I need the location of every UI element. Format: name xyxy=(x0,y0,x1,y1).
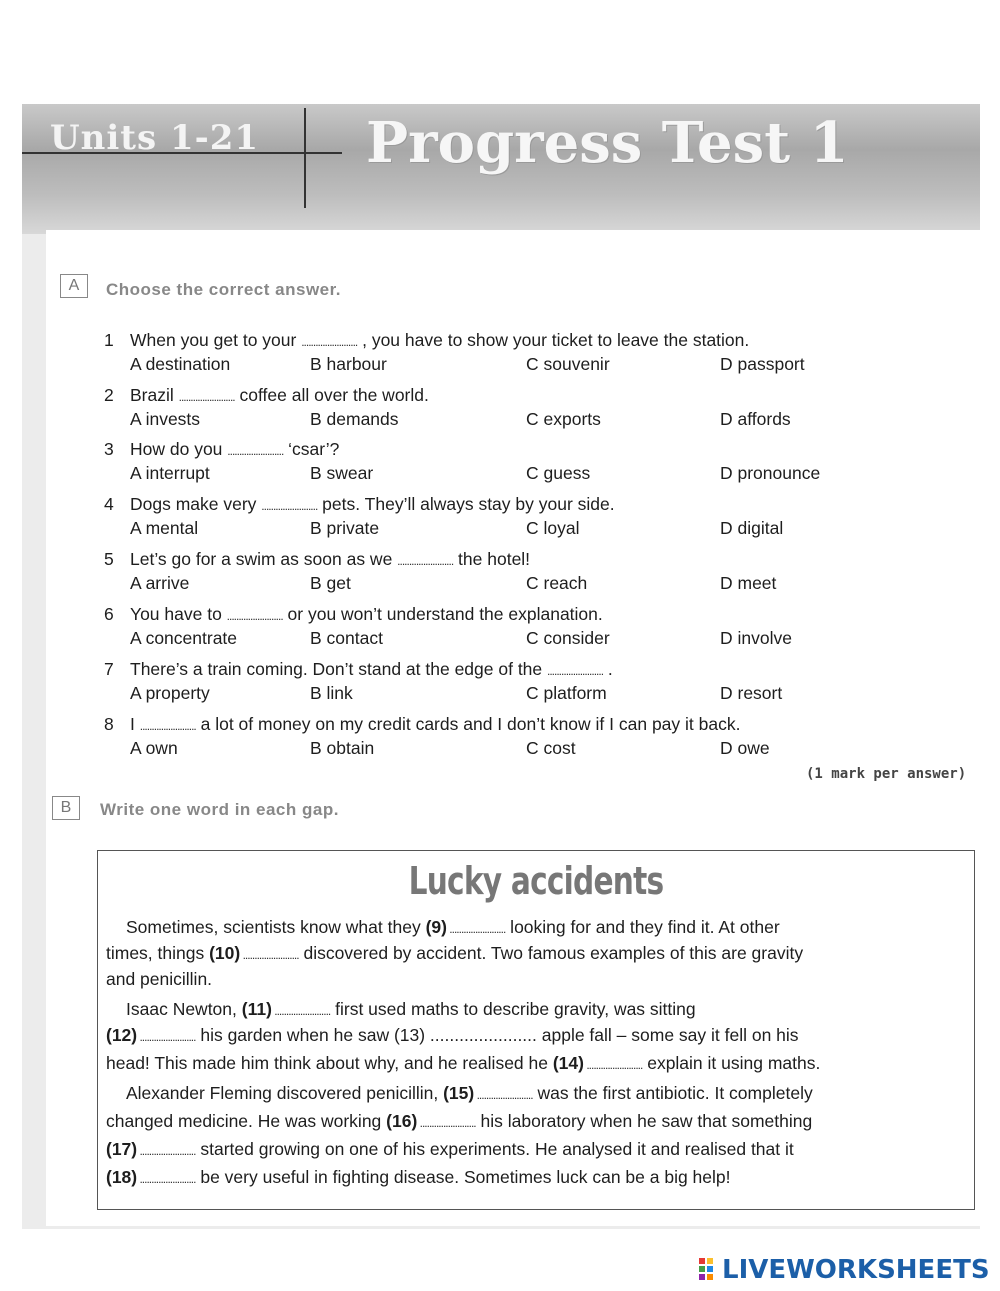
answer-option[interactable]: C loyal xyxy=(526,518,580,538)
gap-number: (17) xyxy=(106,1139,138,1159)
gap-number: (18) xyxy=(106,1167,138,1187)
reading-text-box xyxy=(97,850,975,1210)
answer-option[interactable]: C reach xyxy=(526,573,588,593)
answer-option[interactable]: A property xyxy=(130,683,210,703)
answer-option[interactable]: D pronounce xyxy=(720,463,821,483)
answer-option[interactable]: D affords xyxy=(720,409,791,429)
reading-text: looking for and they find it. At other xyxy=(505,917,780,937)
answer-gap[interactable]: ........................ xyxy=(139,719,196,733)
answer-option[interactable]: C exports xyxy=(526,409,601,429)
gap-number: (15) xyxy=(443,1083,475,1103)
answer-gap[interactable]: ........................ xyxy=(226,609,283,623)
section-b-label: B xyxy=(52,796,80,820)
question-text xyxy=(130,604,603,625)
answer-option[interactable]: A arrive xyxy=(130,573,190,593)
gap-number: (14) xyxy=(552,1053,584,1073)
mark-note: (1 mark per answer) xyxy=(806,766,967,782)
question-post: a lot of money on my credit cards and I don’t know if I can pay it back. xyxy=(195,714,741,734)
reading-text: times, things xyxy=(106,943,210,963)
reading-line xyxy=(126,1083,813,1104)
reading-text: Sometimes, scientists know what they xyxy=(126,917,426,937)
question-number: 1 xyxy=(104,330,114,350)
question-number: 5 xyxy=(104,549,114,569)
answer-option[interactable]: A concentrate xyxy=(130,628,238,648)
answer-gap[interactable]: ........................ xyxy=(240,948,299,962)
answer-option[interactable]: A interrupt xyxy=(130,463,210,483)
answer-gap[interactable]: ........................ xyxy=(261,499,318,513)
reading-text: discovered by accident. Two famous examples of this are gravity xyxy=(298,943,804,963)
question-number: 2 xyxy=(104,385,114,405)
answer-option[interactable]: D involve xyxy=(720,628,792,648)
question-pre: There’s a train coming. Don’t stand at the edge of the xyxy=(130,659,548,679)
reading-text: Alexander Fleming discovered penicillin, xyxy=(126,1083,444,1103)
reading-line xyxy=(106,1025,799,1046)
question-post: coffee all over the world. xyxy=(234,385,429,405)
question-number: 6 xyxy=(104,604,114,624)
reading-text: changed medicine. He was working xyxy=(106,1111,387,1131)
reading-line xyxy=(106,1139,794,1160)
answer-option[interactable]: B link xyxy=(310,683,353,703)
question-post: . xyxy=(603,659,613,679)
question-text xyxy=(130,659,613,680)
question-text xyxy=(130,439,339,460)
gap-number: (9) xyxy=(425,917,447,937)
question-post: ‘csar’? xyxy=(283,439,340,459)
reading-line xyxy=(106,1167,731,1188)
question-text xyxy=(130,494,615,515)
answer-gap[interactable]: ........................ xyxy=(227,444,284,458)
answer-option[interactable]: D passport xyxy=(720,354,805,374)
question-text xyxy=(130,385,429,406)
answer-gap[interactable]: ........................ xyxy=(137,1030,196,1044)
question-number: 8 xyxy=(104,714,114,734)
question-number: 7 xyxy=(104,659,114,679)
reading-line xyxy=(106,1111,812,1132)
answer-gap[interactable]: ........................ xyxy=(271,1004,331,1018)
answer-option[interactable]: A own xyxy=(130,738,178,758)
liveworksheets-logo-text: LIVEWORKSHEETS xyxy=(722,1255,990,1285)
answer-option[interactable]: D digital xyxy=(720,518,784,538)
answer-gap[interactable]: ........................ xyxy=(137,1172,196,1186)
question-post: , you have to show your ticket to leave the station. xyxy=(357,330,750,350)
answer-gap[interactable]: ........................ xyxy=(301,335,358,349)
reading-text: Isaac Newton, xyxy=(126,999,242,1019)
page-title: Progress Test 1 xyxy=(366,110,849,176)
answer-option[interactable]: C guess xyxy=(526,463,591,483)
answer-gap[interactable]: ........................ xyxy=(137,1144,196,1158)
reading-line xyxy=(126,917,780,938)
reading-text: was the first antibiotic. It completely xyxy=(532,1083,813,1103)
question-text xyxy=(130,549,530,570)
answer-option[interactable]: B private xyxy=(310,518,380,538)
question-pre: Dogs make very xyxy=(130,494,262,514)
liveworksheets-logo xyxy=(698,1255,990,1285)
header-divider-vertical xyxy=(304,108,306,208)
reading-text: and penicillin. xyxy=(106,969,213,989)
reading-text: be very useful in fighting disease. Sometimes luck can be a big help! xyxy=(195,1167,731,1187)
answer-option[interactable]: C platform xyxy=(526,683,607,703)
reading-line xyxy=(106,943,803,964)
reading-text: his laboratory when he saw that something xyxy=(475,1111,813,1131)
reading-text: started growing on one of his experiments. He analysed it and realised that it xyxy=(195,1139,794,1159)
answer-option[interactable]: B contact xyxy=(310,628,383,648)
answer-gap[interactable]: ........................ xyxy=(474,1088,533,1102)
answer-gap[interactable]: ........................ xyxy=(178,390,235,404)
gap-number: (16) xyxy=(386,1111,418,1131)
reading-text: his garden when he saw (13) ...................... apple fall – some say it fell on his xyxy=(195,1025,799,1045)
answer-gap[interactable]: ........................ xyxy=(417,1116,476,1130)
section-a-label: A xyxy=(60,274,88,298)
question-post: or you won’t understand the explanation. xyxy=(282,604,603,624)
question-text xyxy=(130,714,740,735)
answer-option[interactable]: B get xyxy=(310,573,351,593)
answer-option[interactable]: D resort xyxy=(720,683,783,703)
answer-option[interactable]: A invests xyxy=(130,409,201,429)
answer-option[interactable]: A destination xyxy=(130,354,231,374)
answer-gap[interactable]: ........................ xyxy=(446,922,506,936)
question-text xyxy=(130,330,749,351)
answer-option[interactable]: B harbour xyxy=(310,354,387,374)
answer-option[interactable]: A mental xyxy=(130,518,199,538)
reading-line xyxy=(106,1053,820,1074)
gap-number: (11) xyxy=(241,999,272,1019)
question-pre: Brazil xyxy=(130,385,179,405)
question-pre: I xyxy=(130,714,140,734)
answer-option[interactable]: C consider xyxy=(526,628,610,648)
reading-title: Lucky accidents xyxy=(408,859,664,903)
question-number: 4 xyxy=(104,494,114,514)
question-pre: How do you xyxy=(130,439,228,459)
question-post: the hotel! xyxy=(453,549,531,569)
liveworksheets-logo-icon xyxy=(698,1257,722,1283)
reading-line xyxy=(126,999,696,1020)
answer-option[interactable]: B swear xyxy=(310,463,374,483)
section-a-instruction: Choose the correct answer. xyxy=(106,280,342,299)
question-pre: When you get to your xyxy=(130,330,302,350)
answer-gap[interactable]: ........................ xyxy=(397,554,454,568)
answer-option[interactable]: C cost xyxy=(526,738,576,758)
gap-number: (12) xyxy=(106,1025,138,1045)
gap-number: (10) xyxy=(209,943,241,963)
answer-option[interactable]: B demands xyxy=(310,409,399,429)
question-number: 3 xyxy=(104,439,114,459)
reading-text: first used maths to describe gravity, was sitting xyxy=(330,999,696,1019)
reading-text: head! This made him think about why, and he realised he xyxy=(106,1053,553,1073)
answer-option[interactable]: D owe xyxy=(720,738,770,758)
question-pre: Let’s go for a swim as soon as we xyxy=(130,549,398,569)
question-pre: You have to xyxy=(130,604,227,624)
units-title: Units 1-21 xyxy=(50,118,260,158)
answer-gap[interactable]: ........................ xyxy=(547,664,604,678)
section-b-instruction: Write one word in each gap. xyxy=(100,800,339,819)
question-post: pets. They’ll always stay by your side. xyxy=(317,494,615,514)
answer-option[interactable]: B obtain xyxy=(310,738,375,758)
reading-text: explain it using maths. xyxy=(642,1053,821,1073)
answer-gap[interactable]: ........................ xyxy=(583,1058,643,1072)
answer-option[interactable]: D meet xyxy=(720,573,777,593)
reading-line xyxy=(106,969,212,990)
answer-option[interactable]: C souvenir xyxy=(526,354,610,374)
